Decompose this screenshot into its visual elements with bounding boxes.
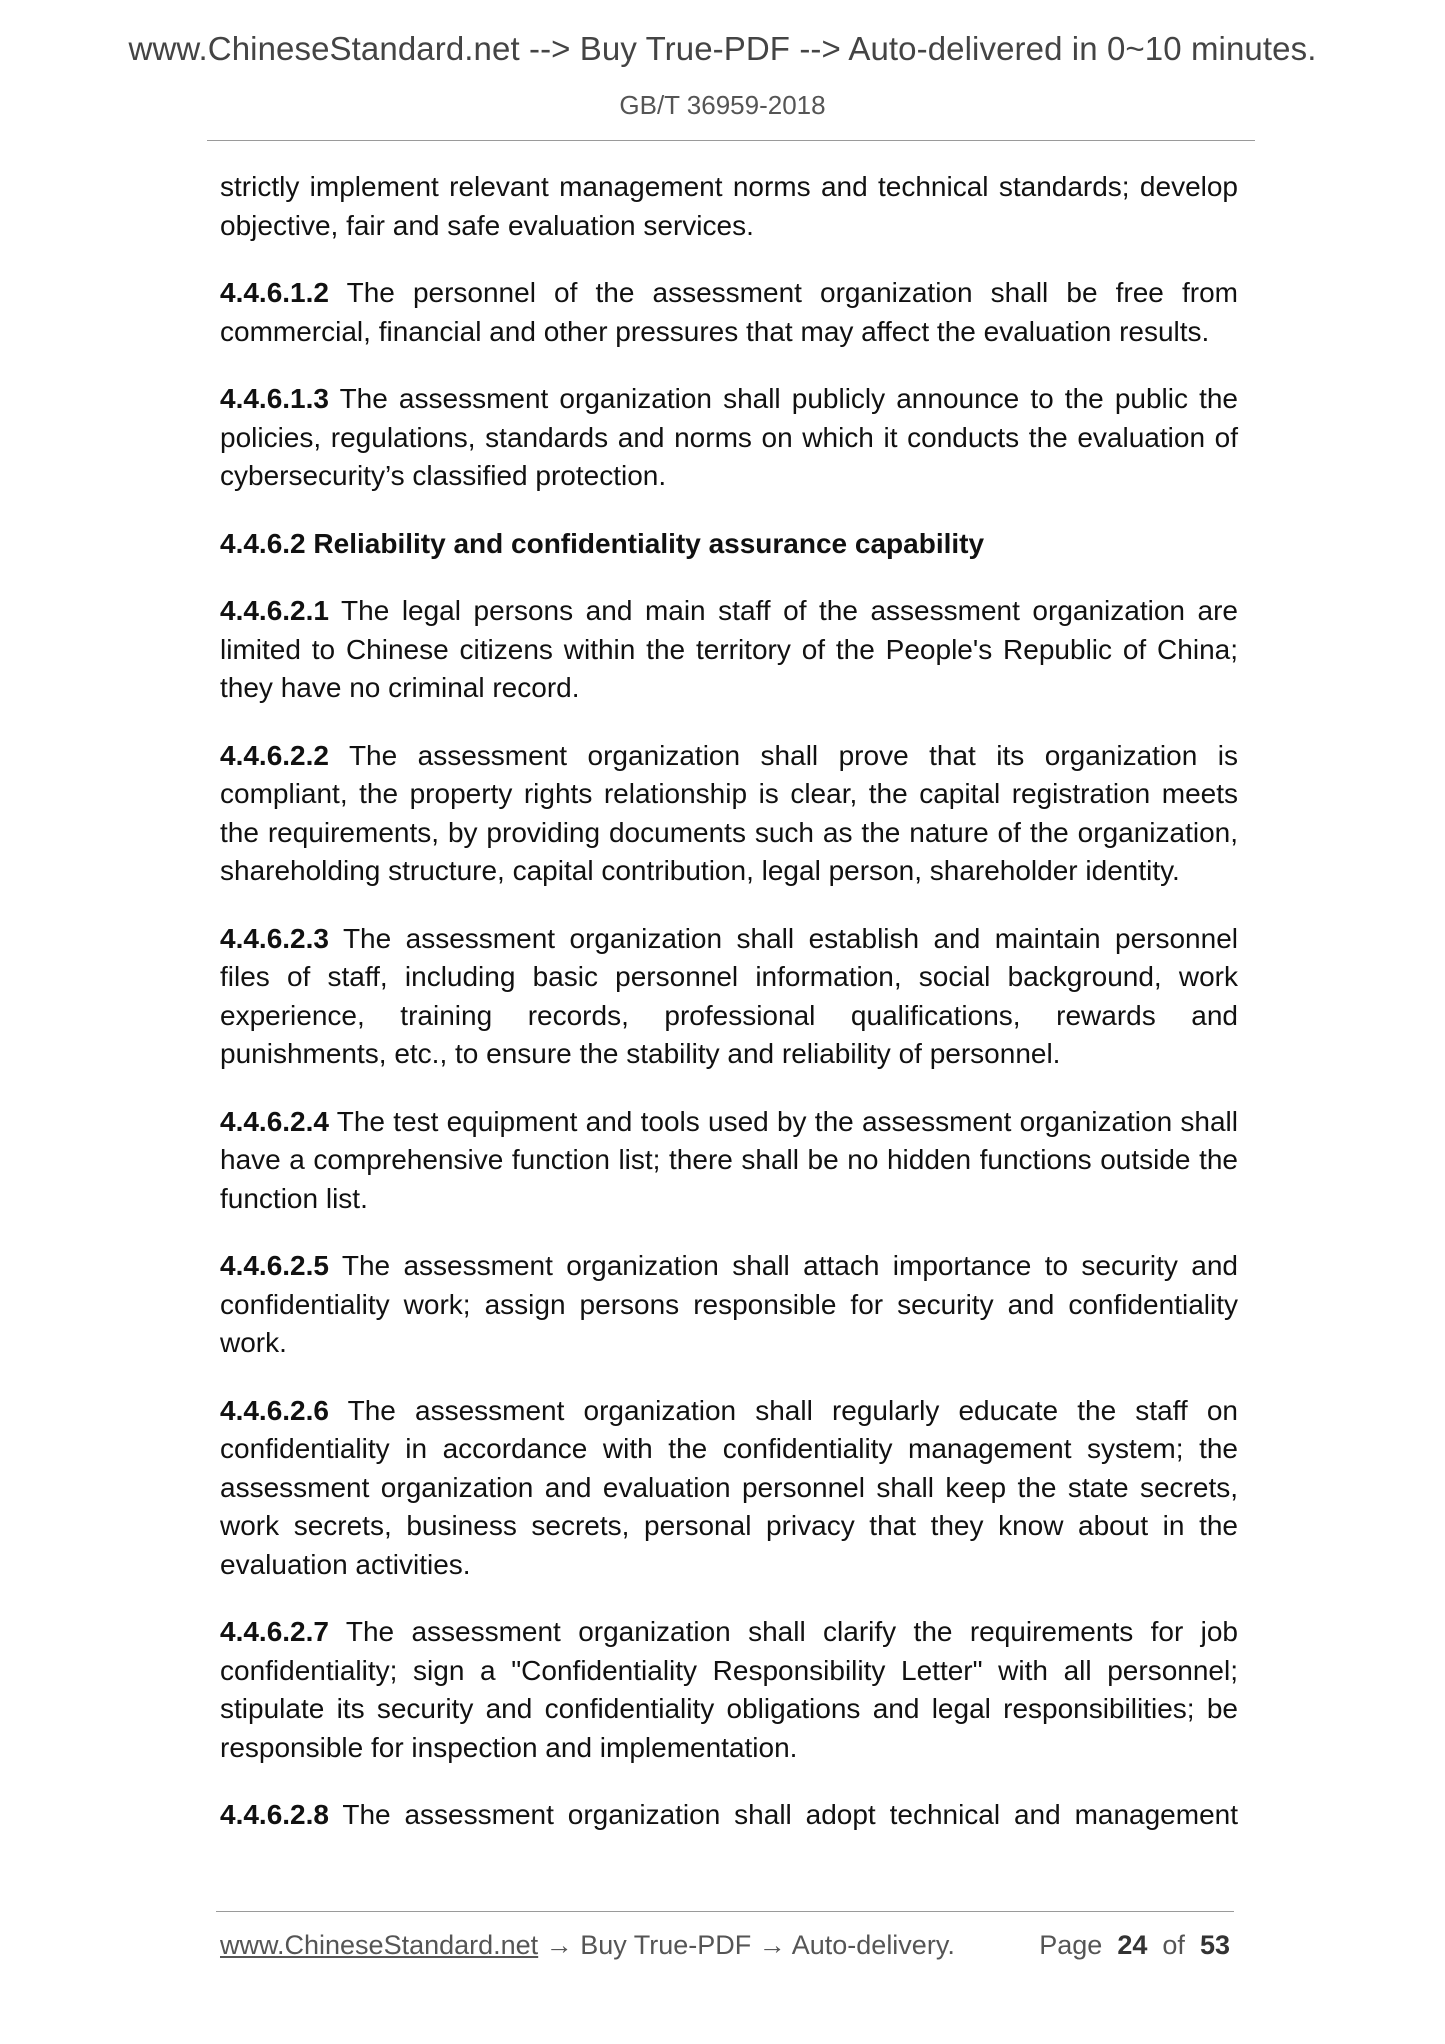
page-label: Page	[1039, 1930, 1103, 1960]
clause-4-4-6-2-4	[220, 1103, 1238, 1219]
clause-text: The assessment organization shall adopt technical and management	[328, 1799, 1238, 1830]
clause-4-4-6-2-7	[220, 1613, 1238, 1767]
clause-4-4-6-2-1	[220, 592, 1238, 708]
paragraph-text: strictly implement relevant management norms and technical standards; develop objective, fair and safe evaluation services.	[220, 171, 1238, 241]
section-number: 4.4.6.2	[220, 527, 306, 559]
section-heading-4-4-6-2	[220, 525, 1238, 564]
clause-number: 4.4.6.2.4	[220, 1105, 329, 1137]
clause-4-4-6-2-3	[220, 920, 1238, 1074]
clause-text: The assessment organization shall publicly announce to the public the policies, regulations, standards and norms on which it conducts the evaluation of cybersecurity’s classified protection.	[220, 383, 1238, 491]
clause-4-4-6-2-2	[220, 737, 1238, 891]
clause-number: 4.4.6.2.5	[220, 1250, 329, 1281]
clause-number: 4.4.6.2.2	[220, 739, 329, 771]
clause-text: The legal persons and main staff of the assessment organization are limited to Chinese citizens within the territory of the People's Republic of China; they have no criminal record.	[220, 595, 1238, 703]
clause-text: The test equipment and tools used by the assessment organization shall have a comprehensive function list; there shall be no hidden functions outside the function list.	[220, 1105, 1238, 1214]
page-current: 24	[1117, 1930, 1148, 1960]
clause-number: 4.4.6.1.3	[220, 383, 329, 414]
clause-text: The assessment organization shall regularly educate the staff on confidentiality in accordance with the confidentiality management system; the assessment organization and evaluation personnel shall keep the state secrets, work secrets, business secrets, personal privacy that they know about in the evaluation activities.	[220, 1394, 1238, 1580]
page-footer	[220, 1930, 1230, 1961]
clause-text: The assessment organization shall establish and maintain personnel files of staff, including basic personnel information, social background, work experience, training records, professional qualifications, rewards and punishments, etc., to ensure the stability and reliability of personnel.	[220, 922, 1238, 1069]
header-banner: www.ChineseStandard.net --> Buy True-PDF --> Auto-delivered in 0~10 minutes.	[128, 30, 1317, 67]
clause-number: 4.4.6.2.6	[220, 1394, 329, 1426]
clause-number: 4.4.6.1.2	[220, 277, 329, 308]
clause-4-4-6-1-3	[220, 380, 1238, 496]
header-divider	[207, 140, 1255, 141]
footer-tagline: → Buy True-PDF → Auto-delivery.	[538, 1930, 955, 1960]
clause-number: 4.4.6.2.1	[220, 595, 329, 626]
clause-number: 4.4.6.2.3	[220, 922, 329, 954]
clause-text: The assessment organization shall attach importance to security and confidentiality work; assign persons responsible for security and confidentiality work.	[220, 1250, 1238, 1358]
standard-code: GB/T 36959-2018	[619, 90, 826, 120]
page-total: 53	[1199, 1930, 1230, 1960]
section-title: Reliability and confidentiality assurance capability	[305, 527, 985, 559]
clause-4-4-6-2-8	[220, 1796, 1238, 1835]
page-of: of	[1162, 1930, 1185, 1960]
clause-number: 4.4.6.2.8	[220, 1799, 329, 1830]
document-body	[220, 168, 1238, 1864]
clause-4-4-6-2-5	[220, 1247, 1238, 1363]
clause-text: The assessment organization shall clarify the requirements for job confidentiality; sign a "Confidentiality Responsibility Letter" with all personnel; stipulate its security and confidentiality obligations and legal responsibilities; be responsible for inspection and implementation.	[220, 1616, 1238, 1763]
clause-4-4-6-2-6	[220, 1392, 1238, 1585]
clause-text: The assessment organization shall prove that its organization is compliant, the property rights relationship is clear, the capital registration meets the requirements, by providing documents such as the nature of the organization, shareholding structure, capital contribution, legal person, shareholder identity.	[220, 739, 1238, 886]
clause-number: 4.4.6.2.7	[220, 1616, 329, 1647]
paragraph	[220, 168, 1238, 245]
page-indicator	[1039, 1930, 1230, 1961]
clause-4-4-6-1-2	[220, 274, 1238, 351]
clause-text: The personnel of the assessment organization shall be free from commercial, financial and other pressures that may affect the evaluation results.	[220, 277, 1238, 347]
footer-site-link[interactable]: www.ChineseStandard.net	[220, 1930, 539, 1960]
footer-divider	[216, 1911, 1234, 1912]
